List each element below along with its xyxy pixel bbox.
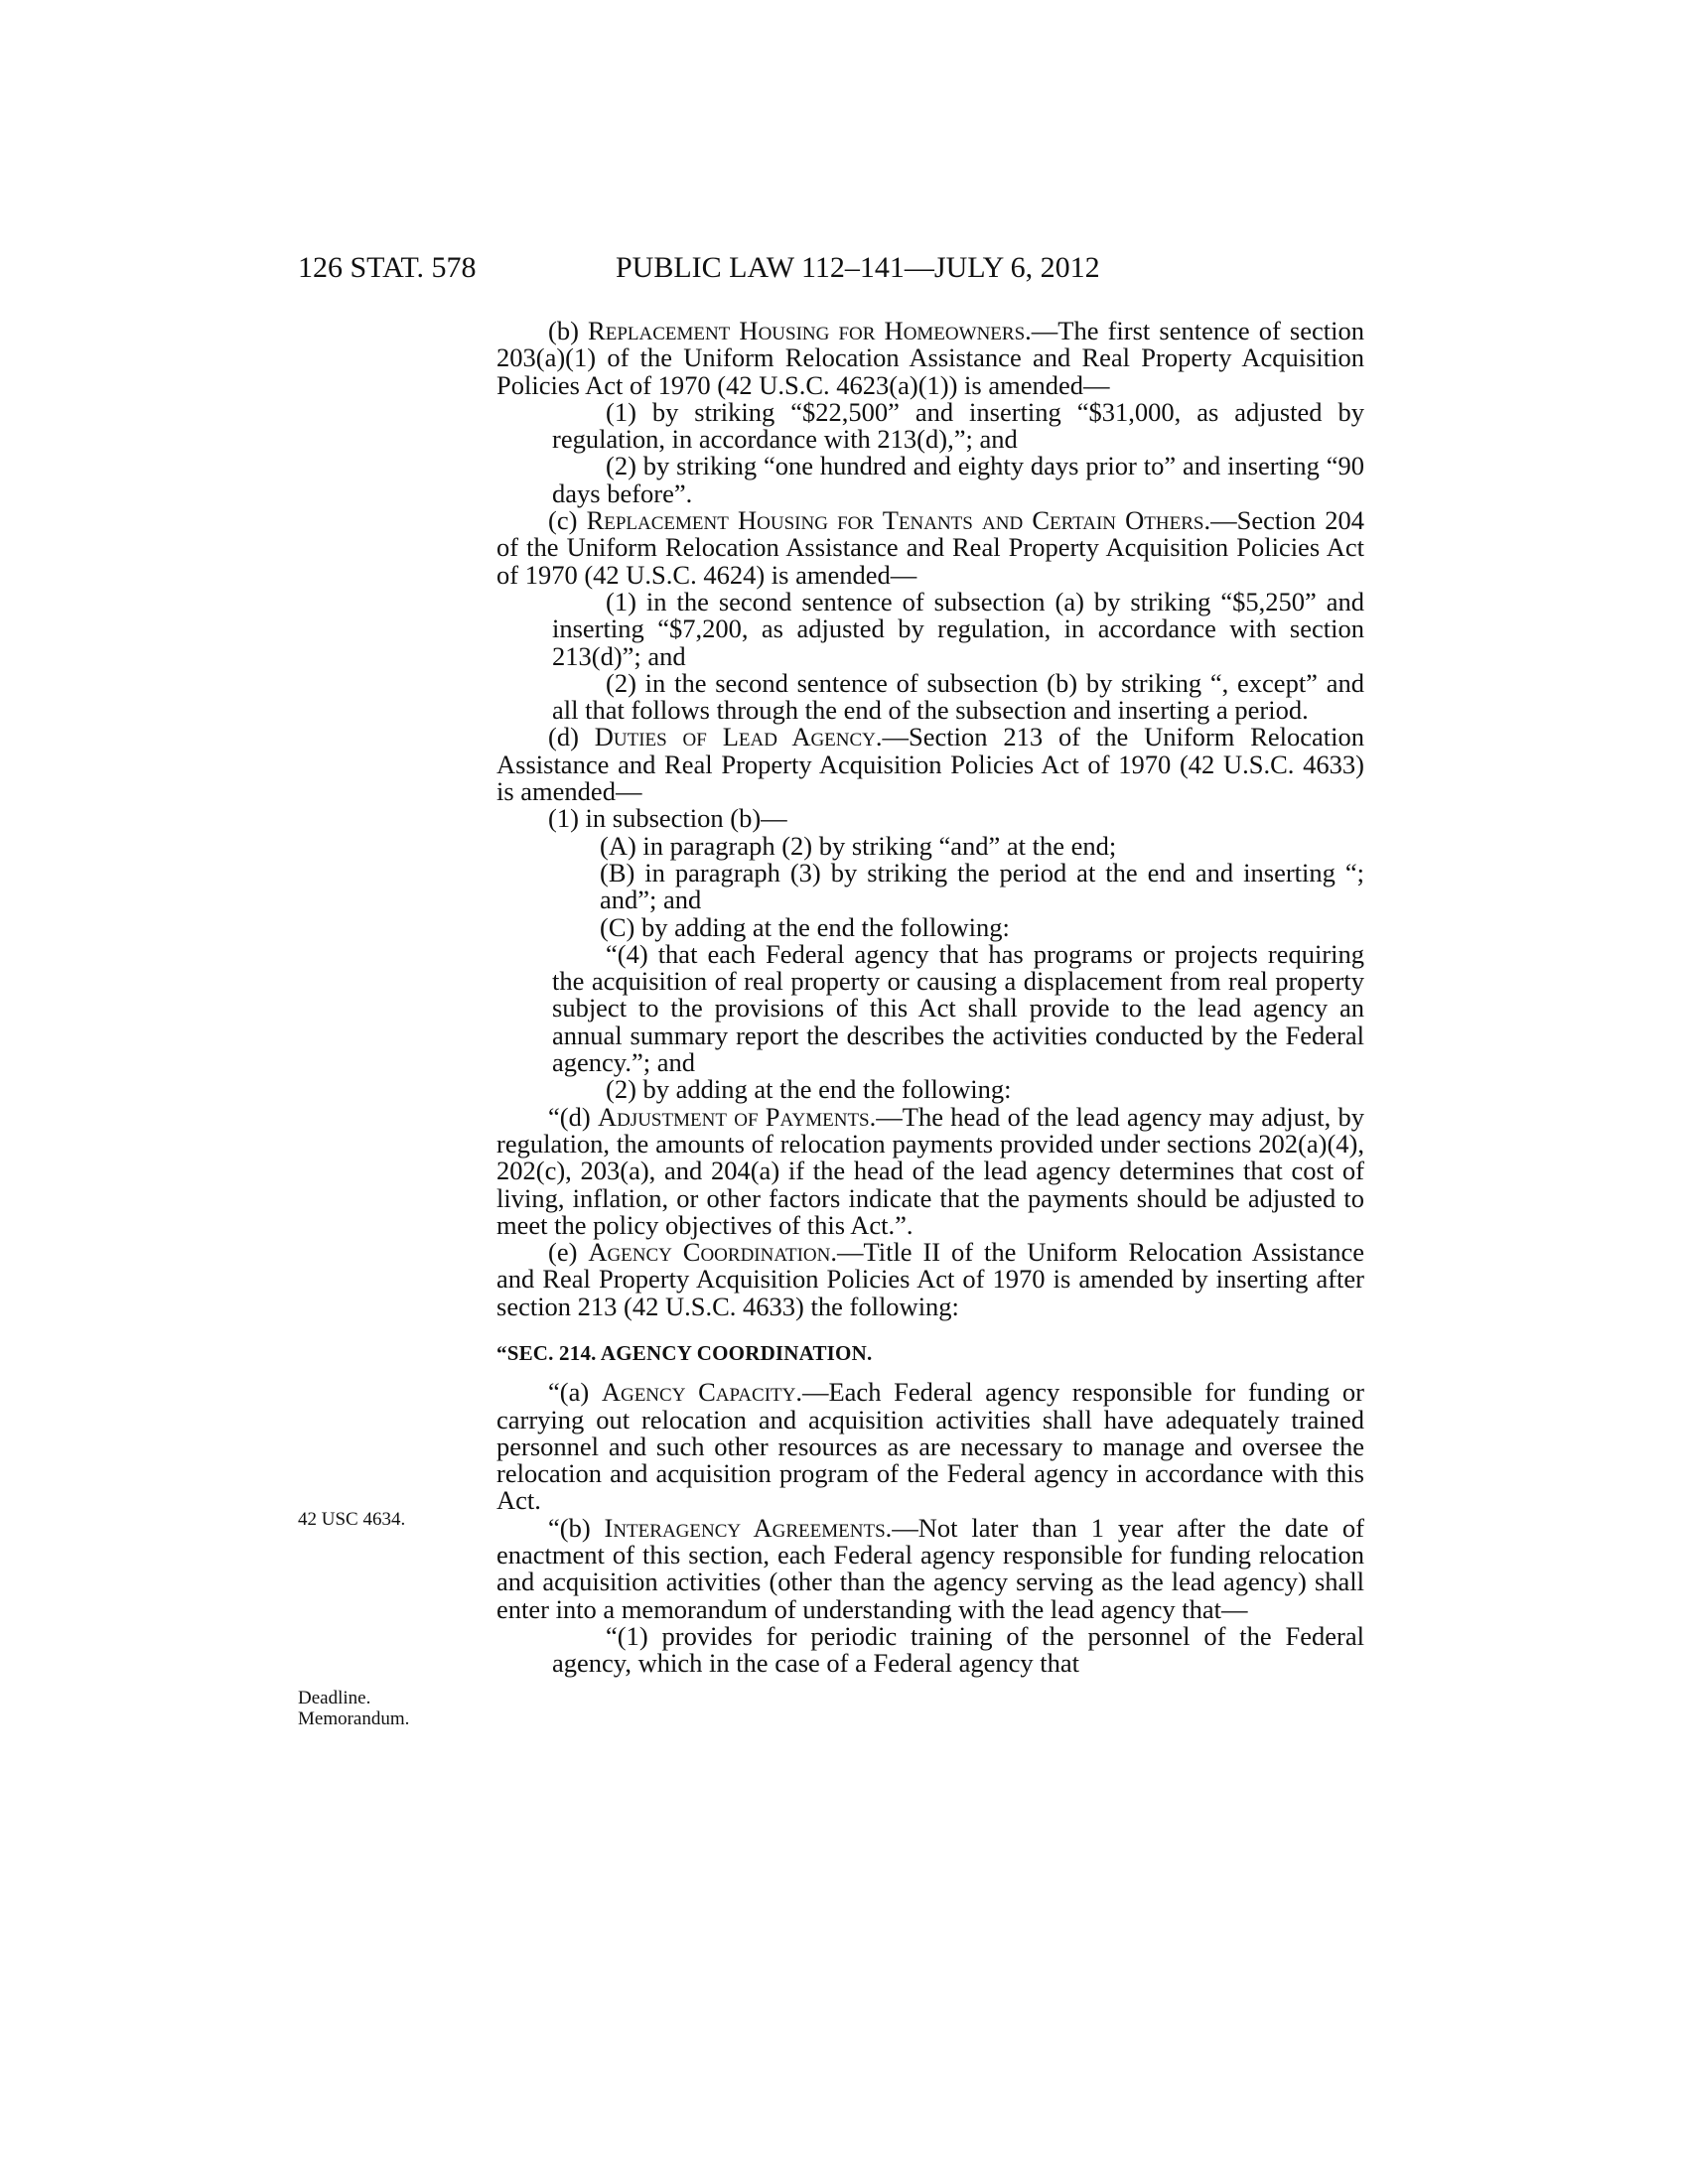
margin-note-deadline-memorandum [298,1688,409,1729]
subsection-b-heading: Replacement Housing for Homeowners [588,316,1026,345]
subsection-c: (c) Replacement Housing for Tenants and Certain Others.—Section 204 of the Uniform Relocation Assistance and Real Property Acquisition Policies Act of 1970 (42 U.S.C. 4624) is amended— [496,505,1364,590]
margin-note-memorandum: Memorandum. [298,1708,410,1729]
document-body [496,318,1364,1678]
subsection-d: (d) Duties of Lead Agency.—Section 213 of the Uniform Relocation Assistance and Real Property Acquisition Policies Act of 1970 (42 U.S.C. 4633) is amended— [496,722,1365,807]
subparagraph-d1a: (A) in paragraph (2) by striking “and” at the end; [600,830,1117,861]
section-214-b: “(b) Interagency Agreements.—Not later than 1 year after the date of enactment of this section, each Federal agency responsible for funding relocation and acquisition activities (other than the agency serving as the lead agency) shall enter into a memorandum of understanding with the lead agency that— [496,1512,1364,1624]
subsection-e-heading: Agency Coordination [588,1237,831,1268]
quoted-paragraph-4: “(4) that each Federal agency that has programs or projects requiring the acquisition of real property or causing a displacement from real property subject to the provisions of this Act shall provide to the lead agency an annual summary report the describes the activities conducted by the Federal agency.”; and [552,938,1364,1078]
paragraph-d1: (1) in subsection (b)— [548,803,787,834]
running-header-title: PUBLIC LAW 112–141—JULY 6, 2012 [616,251,1100,284]
paragraph-c2: (2) in the second sentence of subsection (b) by striking “, except” and all that follows through the end of the subsection and inserting a period. [552,667,1364,726]
paragraph-c1: (1) in the second sentence of subsection (a) by striking “$5,250” and inserting “$7,200, as adjusted by regulation, in accordance with section 213(d)”; and [552,586,1364,671]
subparagraph-d1c: (C) by adding at the end the following: [600,911,1010,942]
subsection-c-heading: Replacement Housing for Tenants and Certain Others [586,505,1204,536]
interagency-agreements-heading: Interagency Agreements [604,1512,886,1543]
paragraph-d2: (2) by adding at the end the following: [606,1074,1012,1105]
subsection-d-heading: Duties of Lead Agency [594,722,876,752]
section-214-a: “(a) Agency Capacity.—Each Federal agency responsible for funding or carrying out relocation and acquisition activities shall have adequately trained personnel and such other resources as are necessary to manage and oversee the relocation and acquisition program of the Federal agency in accordance with this Act. [496,1377,1364,1516]
margin-note-usc: 42 USC 4634. [298,1509,406,1530]
agency-capacity-heading: Agency Capacity [601,1377,796,1408]
quoted-subsection-d-adjustment: “(d) Adjustment of Payments.—The head of the lead agency may adjust, by regulation, the amounts of relocation payments provided under sections 202(a)(4), 202(c), 203(a), and 204(a) if the head of the lead agency determines that cost of living, inflation, or other factors indicate that the payments should be adjusted to meet the policy objectives of this Act.”. [496,1101,1364,1240]
subsection-e: (e) Agency Coordination.—Title II of the Uniform Relocation Assistance and Real Property Acquisition Policies Act of 1970 is amended by inserting after section 213 (42 U.S.C. 4633) the following: [496,1237,1364,1321]
section-214-heading: “SEC. 214. AGENCY COORDINATION. [496,1340,873,1365]
subsection-b: (b) Replacement Housing for Homeowners.—The first sentence of section 203(a)(1) of the Uniform Relocation Assistance and Real Property Acquisition Policies Act of 1970 (42 U.S.C. 4623(a)(1)) is amended— [496,316,1364,400]
subparagraph-d1b: (B) in paragraph (3) by striking the period at the end and inserting “; and”; and [600,857,1364,915]
adjustment-heading: Adjustment of Payments [597,1101,870,1132]
paragraph-b2: (2) by striking “one hundred and eighty days prior to” and inserting “90 days before”. [552,451,1364,508]
margin-note-deadline: Deadline. [298,1688,371,1708]
page-stat-number: 126 STAT. 578 [298,251,477,284]
paragraph-b1: (1) by striking “$22,500” and inserting “$31,000, as adjusted by regulation, in accordance with 213(d),”; and [552,396,1364,455]
section-214-b1: “(1) provides for periodic training of the personnel of the Federal agency, which in the case of a Federal agency that [552,1620,1364,1679]
